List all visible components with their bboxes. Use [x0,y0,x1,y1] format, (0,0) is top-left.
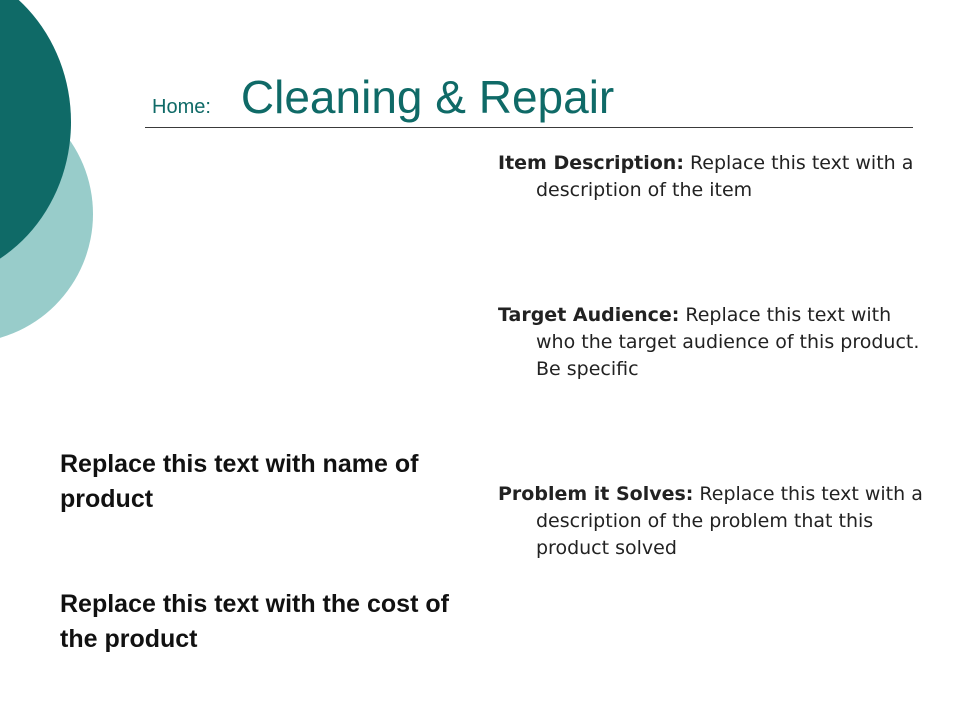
item-description-text: Replace this text with a description of the item [536,152,914,201]
title-divider [145,127,913,128]
page-title: Cleaning & Repair [240,71,615,123]
target-audience-text: Replace this text with who the target audience of this product. Be specific [536,304,920,380]
problem-it-solves-label: Problem it Solves: [498,483,694,505]
item-description [498,150,936,204]
problem-it-solves [498,481,936,562]
product-cost: Replace this text with the cost of the product [60,590,449,653]
problem-it-solves-text: Replace this text with a description of the problem that this product solved [536,483,923,559]
product-name: Replace this text with name of product [60,450,419,513]
target-audience-label: Target Audience: [498,304,680,326]
home-label: Home: [152,96,211,118]
slide-title [152,70,614,124]
item-description-label: Item Description: [498,152,684,174]
target-audience [498,302,936,383]
